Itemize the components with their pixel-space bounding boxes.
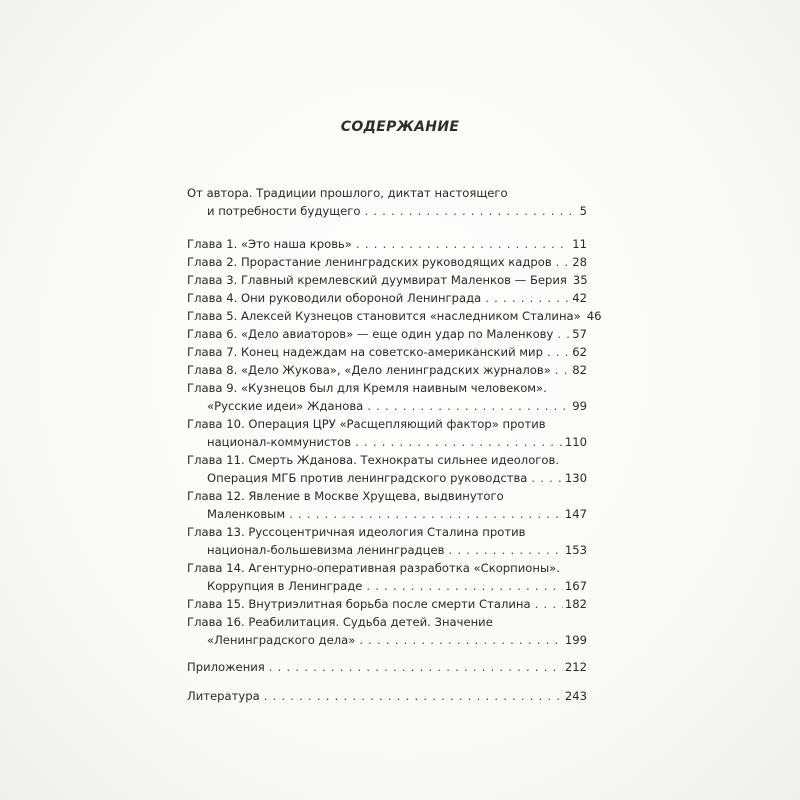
table-of-contents bbox=[187, 184, 602, 705]
page-number: 212 bbox=[564, 660, 587, 674]
toc-entry-chapter-7[interactable] bbox=[187, 343, 587, 361]
page-number: 182 bbox=[564, 597, 587, 611]
toc-entry-chapter-12[interactable] bbox=[187, 487, 587, 523]
dot-leader bbox=[367, 397, 570, 415]
entry-text: Приложения bbox=[187, 660, 265, 674]
page-number: 28 bbox=[572, 255, 587, 269]
toc-entry-chapter-2[interactable] bbox=[187, 253, 587, 271]
entry-text: национал-большевизма ленинградцев bbox=[207, 543, 445, 557]
page-number: 243 bbox=[564, 689, 587, 703]
toc-entry-appendices[interactable] bbox=[187, 658, 587, 676]
entry-text: Глава 13. Руссоцентричная идеология Сталина против bbox=[187, 525, 526, 539]
entry-text: Коррупция в Ленинграде bbox=[207, 579, 363, 593]
dot-leader bbox=[269, 658, 563, 676]
toc-entry-chapter-11[interactable] bbox=[187, 451, 587, 487]
entry-text: Литература bbox=[187, 689, 260, 703]
entry-text: Глава 11. Смерть Жданова. Технократы сильнее идеологов. bbox=[187, 453, 560, 467]
entry-text: Глава 5. Алексей Кузнецов становится «наследником Сталина» bbox=[187, 309, 581, 323]
entry-text: Глава 15. Внутриэлитная борьба после смерти Сталина bbox=[187, 597, 531, 611]
toc-entry-chapter-13[interactable] bbox=[187, 523, 587, 559]
page-number: 62 bbox=[572, 345, 587, 359]
dot-leader bbox=[555, 361, 570, 379]
toc-entry-literature[interactable] bbox=[187, 687, 587, 705]
entry-text: Глава 3. Главный кремлевский дуумвират Маленков — Берия bbox=[187, 273, 567, 287]
entry-text: Глава 14. Агентурно-оперативная разработка «Скорпионы». bbox=[187, 561, 560, 575]
entry-text: Глава 1. «Это наша кровь» bbox=[187, 237, 352, 251]
toc-title: СОДЕРЖАНИЕ bbox=[340, 119, 460, 135]
page-number: 130 bbox=[564, 471, 587, 485]
toc-entry-chapter-14[interactable] bbox=[187, 559, 587, 595]
dot-leader bbox=[364, 202, 577, 220]
dot-leader bbox=[366, 577, 563, 595]
page-number: 153 bbox=[564, 543, 587, 557]
toc-entry-chapter-10[interactable] bbox=[187, 415, 587, 451]
toc-entry-chapter-5[interactable] bbox=[187, 307, 602, 325]
toc-entry-chapter-9[interactable] bbox=[187, 379, 587, 415]
toc-entry-chapter-6[interactable] bbox=[187, 325, 587, 343]
dot-leader bbox=[289, 505, 563, 523]
page-number: 99 bbox=[572, 399, 587, 413]
page-number: 5 bbox=[579, 204, 587, 218]
page-number: 147 bbox=[564, 507, 587, 521]
dot-leader bbox=[556, 253, 571, 271]
entry-text: Глава 6. «Дело авиаторов» — еще один удар по Маленкову bbox=[187, 327, 554, 341]
entry-text: Глава 7. Конец надеждам на советско-американский мир bbox=[187, 345, 543, 359]
page-number: 46 bbox=[586, 309, 602, 323]
page-number: 199 bbox=[564, 633, 587, 647]
page-number: 57 bbox=[572, 327, 587, 341]
toc-entry-preface[interactable] bbox=[187, 184, 587, 220]
toc-entry-chapter-3[interactable] bbox=[187, 271, 587, 289]
dot-leader bbox=[359, 631, 563, 649]
dot-leader bbox=[557, 325, 570, 343]
toc-entry-chapter-1[interactable] bbox=[187, 235, 587, 253]
dot-leader bbox=[356, 235, 570, 253]
entry-text: Глава 8. «Дело Жукова», «Дело ленинградских журналов» bbox=[187, 363, 551, 377]
dot-leader bbox=[547, 343, 570, 361]
dot-leader bbox=[535, 595, 563, 613]
toc-entry-chapter-8[interactable] bbox=[187, 361, 587, 379]
entry-text: и потребности будущего bbox=[207, 204, 361, 218]
entry-text: Операция МГБ против ленинградского руководства bbox=[207, 471, 528, 485]
entry-text: Маленковым bbox=[207, 507, 286, 521]
entry-text: национал-коммунистов bbox=[207, 435, 352, 449]
dot-leader bbox=[448, 541, 562, 559]
entry-text: «Русские идеи» Жданова bbox=[207, 399, 364, 413]
page-number: 167 bbox=[564, 579, 587, 593]
dot-leader bbox=[264, 687, 563, 705]
entry-text: Глава 9. «Кузнецов был для Кремля наивным человеком». bbox=[187, 381, 547, 395]
page-number: 11 bbox=[572, 237, 587, 251]
entry-text: От автора. Традиции прошлого, диктат настоящего bbox=[187, 186, 508, 200]
toc-entry-chapter-15[interactable] bbox=[187, 595, 587, 613]
toc-entry-chapter-16[interactable] bbox=[187, 613, 587, 649]
page-number: 35 bbox=[572, 273, 588, 287]
dot-leader bbox=[355, 433, 563, 451]
dot-leader bbox=[485, 289, 570, 307]
page-number: 110 bbox=[564, 435, 587, 449]
entry-text: Глава 4. Они руководили обороной Ленинграда bbox=[187, 291, 482, 305]
page-number: 82 bbox=[572, 363, 587, 377]
entry-text: Глава 2. Прорастание ленинградских руководящих кадров bbox=[187, 255, 552, 269]
entry-text: Глава 12. Явление в Москве Хрущева, выдвинутого bbox=[187, 489, 504, 503]
entry-text: «Ленинградского дела» bbox=[207, 633, 356, 647]
dot-leader bbox=[531, 469, 562, 487]
entry-text: Глава 10. Операция ЦРУ «Расщепляющий фактор» против bbox=[187, 417, 546, 431]
entry-text: Глава 16. Реабилитация. Судьба детей. Значение bbox=[187, 615, 493, 629]
page-number: 42 bbox=[572, 291, 587, 305]
toc-entry-chapter-4[interactable] bbox=[187, 289, 587, 307]
